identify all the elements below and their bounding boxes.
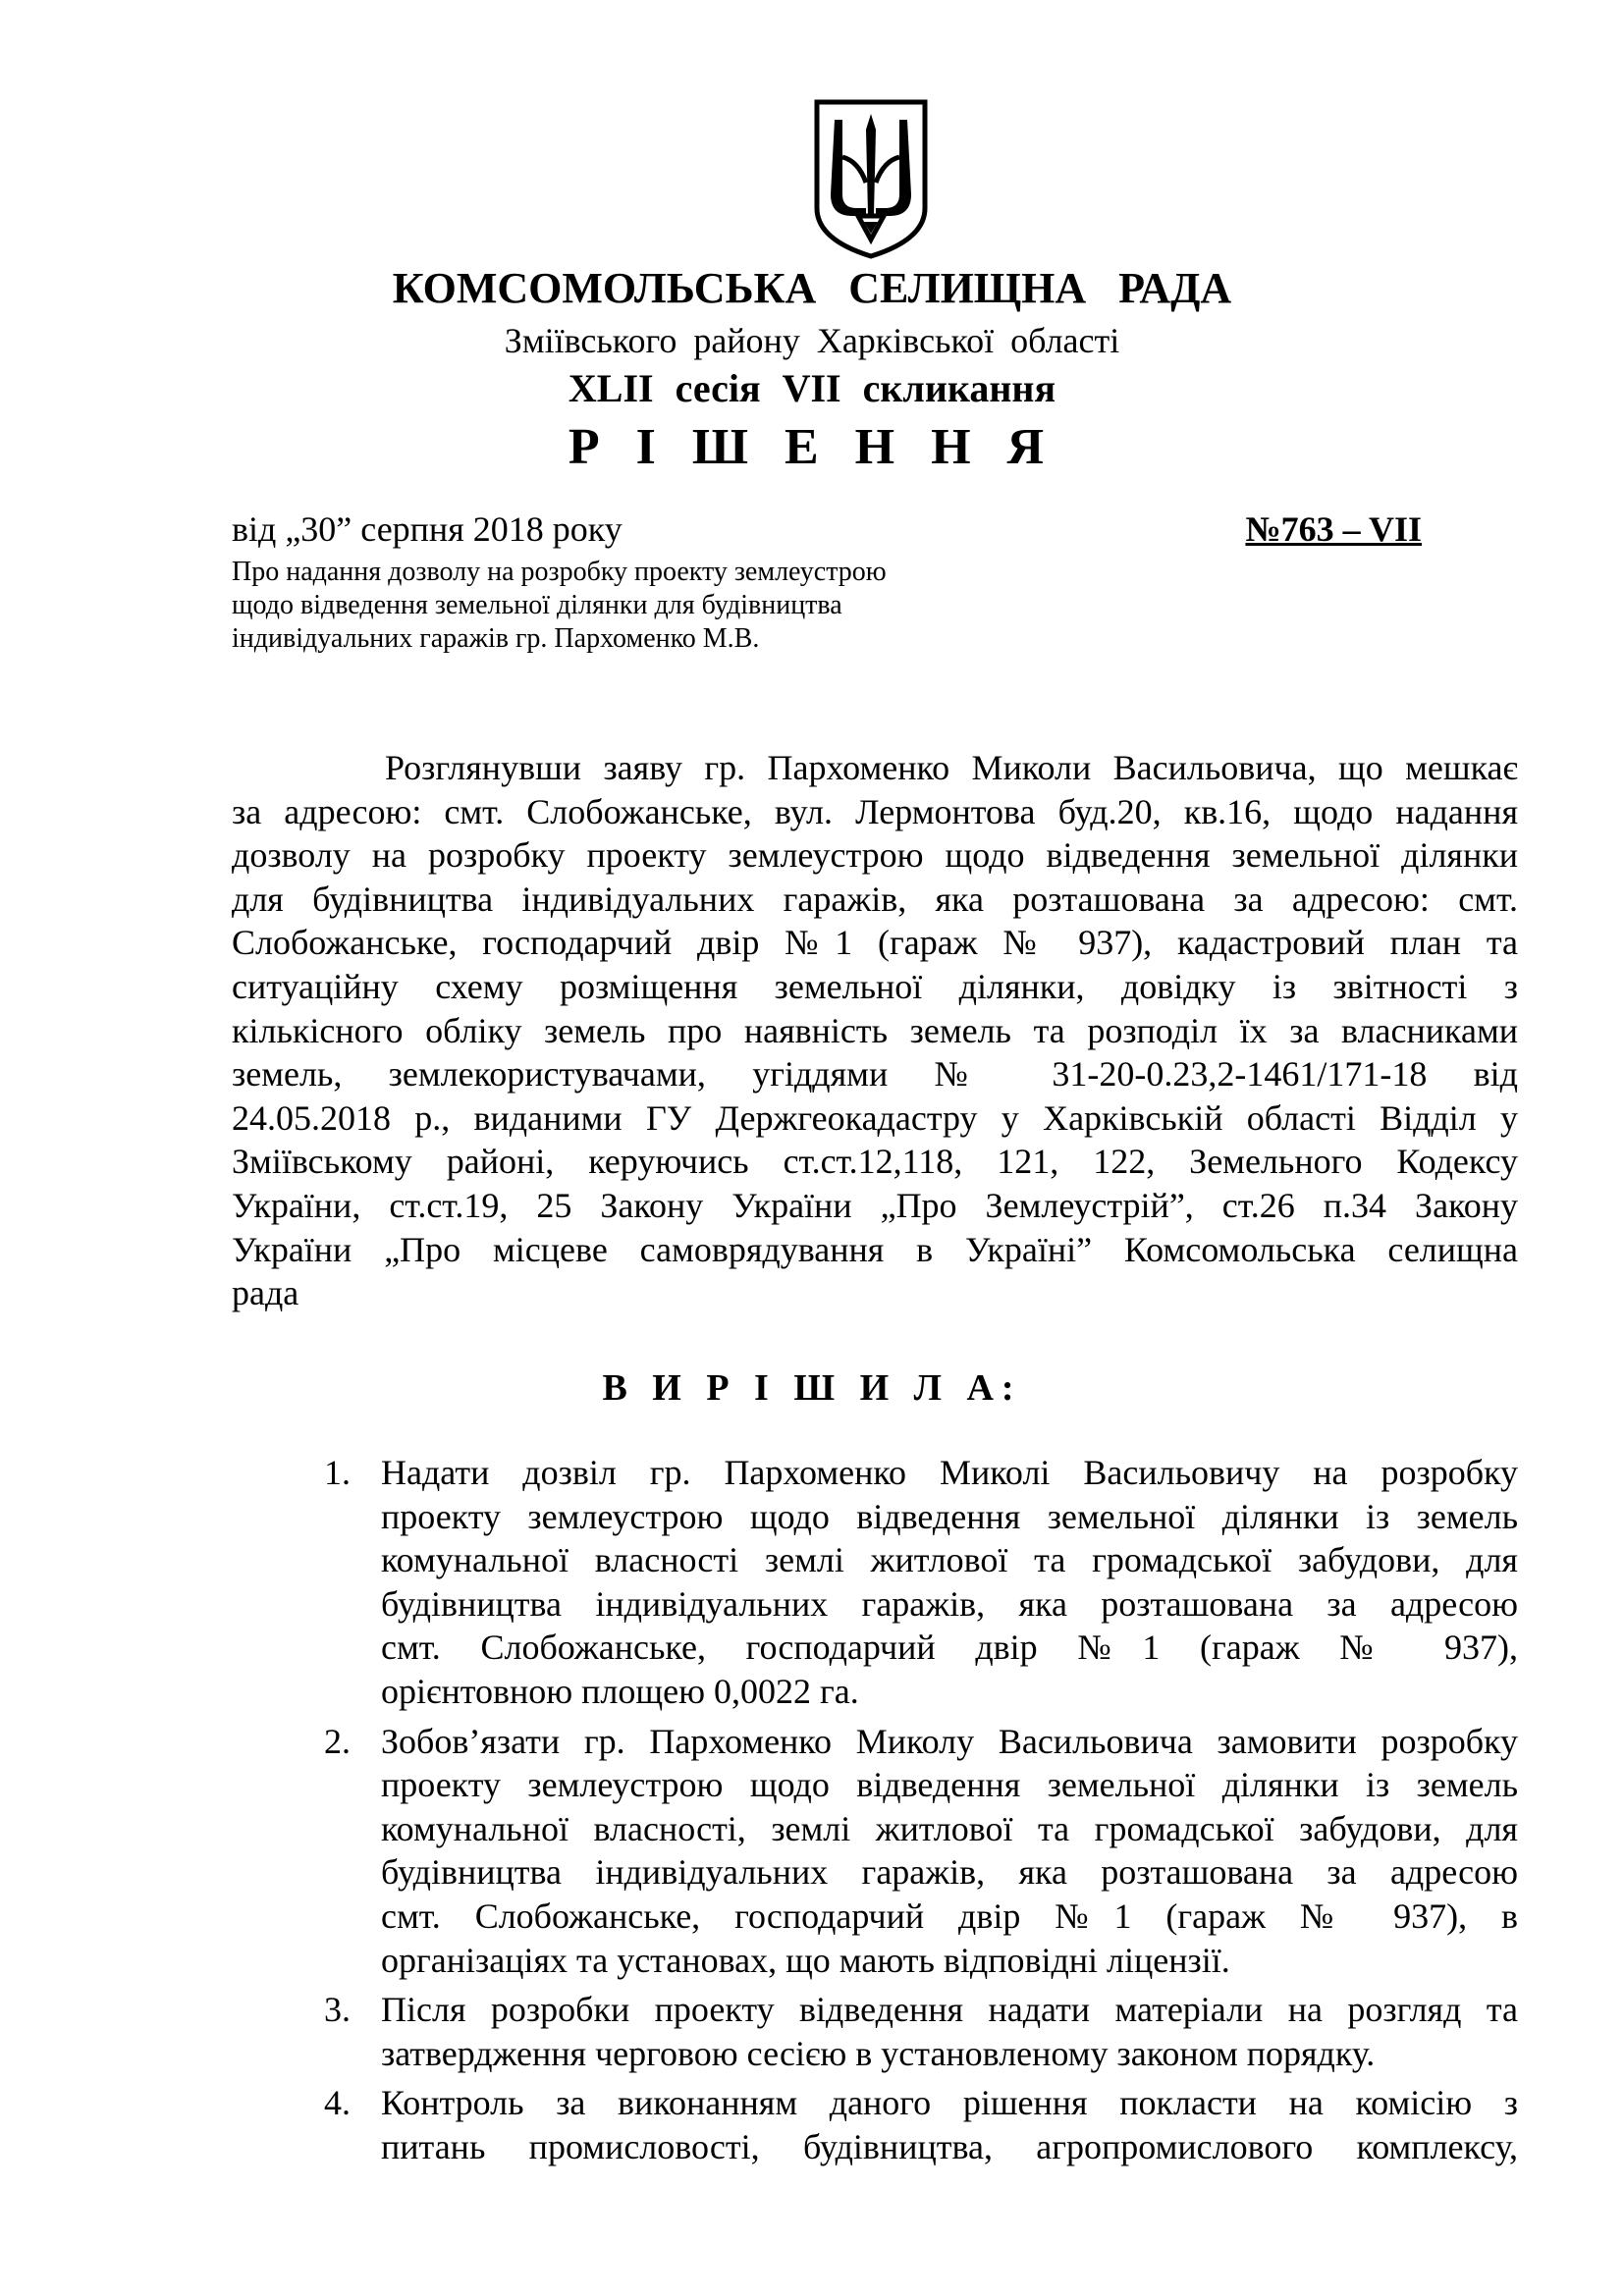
resolved-heading: В И Р І Ш И Л А: [602,1367,1022,1409]
decision-number: №763 – VII [1245,509,1422,549]
item-line: Зобов’язати гр. Пархоменко Миколу Васильовича замовити розробку [381,1721,1518,1761]
item-line: будівництва індивідуальних гаражів, яка розташована за адресою [381,1583,1518,1624]
decision-subject [232,556,887,656]
subject-line: щодо відведення земельної ділянки для будівництва [232,590,842,620]
paragraph-line: за адресою: смт. Слобожанське, вул. Лермонтова буд.20, кв.16, щодо надання [232,791,1518,831]
item-number: 3. [324,1990,351,2030]
item-line: питань промисловості, будівництва, агропромислового комплексу, [381,2126,1518,2166]
item-line: затвердження черговою сесією в установленому законом порядку. [381,2033,1376,2073]
paragraph-line: Слобожанське, господарчий двір №1 (гараж № 937), кадастровий план та [232,923,1518,963]
item-line: смт. Слобожанське, господарчий двір №1 (гараж № 937), [381,1628,1518,1668]
item-line: проекту землеустрою щодо відведення земельної ділянки із земель [381,1765,1518,1805]
session-info: XLII сесія VII скликання [568,366,1056,410]
decision-date: від „30” серпня 2018 року [232,509,623,549]
district-name: Зміївського району Харківської області [504,321,1120,360]
decision-items-list [324,1451,1518,2175]
item-line: проекту землеустрою щодо відведення земельної ділянки із земель [381,1496,1518,1536]
paragraph-line: для будівництва індивідуальних гаражів, яка розташована за адресою: смт. [232,879,1518,919]
paragraph-line: Розглянувши заяву гр. Пархоменко Миколи Васильовича, що мешкає [385,748,1518,787]
paragraph-line: України „Про місцеве самоврядування в Україні” Комсомольська селищна [232,1229,1518,1269]
document-type-title: Р І Ш Е Н Н Я [568,419,1056,475]
paragraph-line: рада [232,1273,299,1313]
paragraph-line: земель, землекористувачами, угіддями № 31-20-0.23,2-1461/171-18 від [232,1054,1518,1095]
paragraph-line: Зміївському районі, керуючись ст.ст.12,118, 121, 122, Земельного Кодексу [232,1142,1518,1182]
list-item [324,2081,1518,2168]
paragraph-line: ситуаційну схему розміщення земельної ділянки, довідку із звітності з [232,966,1518,1006]
paragraph-line: кількісного обліку земель про наявність земель та розподіл їх за власниками [232,1010,1518,1050]
paragraph-line: України, ст.ст.19, 25 Закону України „Про Землеустрій”, ст.26 п.34 Закону [232,1185,1518,1225]
item-line: організаціях та установах, що мають відповідні ліцензії. [381,1940,1230,1980]
item-line: будівництва індивідуальних гаражів, яка розташована за адресою [381,1852,1518,1893]
item-line: Після розробки проекту відведення надати матеріали на розгляд та [381,1990,1518,2030]
item-number: 1. [324,1453,351,1492]
list-item [324,1451,1518,1714]
coat-of-arms-trident-icon [813,98,929,260]
paragraph-line: дозволу на розробку проекту землеустрою щодо відведення земельної ділянки [232,835,1518,876]
paragraph-line: 24.05.2018 р., виданими ГУ Держгеокадастру у Харківській області Відділ у [232,1097,1518,1138]
council-name: КОМСОМОЛЬСЬКА СЕЛИЩНА РАДА [392,264,1232,312]
list-item [324,1988,1518,2075]
item-line: смт. Слобожанське, господарчий двір №1 (гараж № 937), в [381,1896,1518,1936]
item-line: комунальної власності, землі житлової та громадської забудови, для [381,1808,1518,1848]
list-item [324,1720,1518,1983]
item-number: 4. [324,2083,351,2123]
subject-line: індивідуальних гаражів гр. Пархоменко М.В. [232,623,760,654]
item-line: Контроль за виконанням даного рішення покласти на комісію з [381,2083,1518,2123]
item-line: орієнтовною площею 0,0022 га. [381,1671,859,1711]
item-number: 2. [324,1721,351,1761]
subject-line: Про надання дозволу на розробку проекту землеустрою [232,557,887,587]
item-line: Надати дозвіл гр. Пархоменко Миколі Васильовичу на розробку [381,1453,1518,1492]
item-line: комунальної власності землі житлової та громадської забудови, для [381,1540,1518,1580]
preamble-paragraph [232,746,1518,1315]
